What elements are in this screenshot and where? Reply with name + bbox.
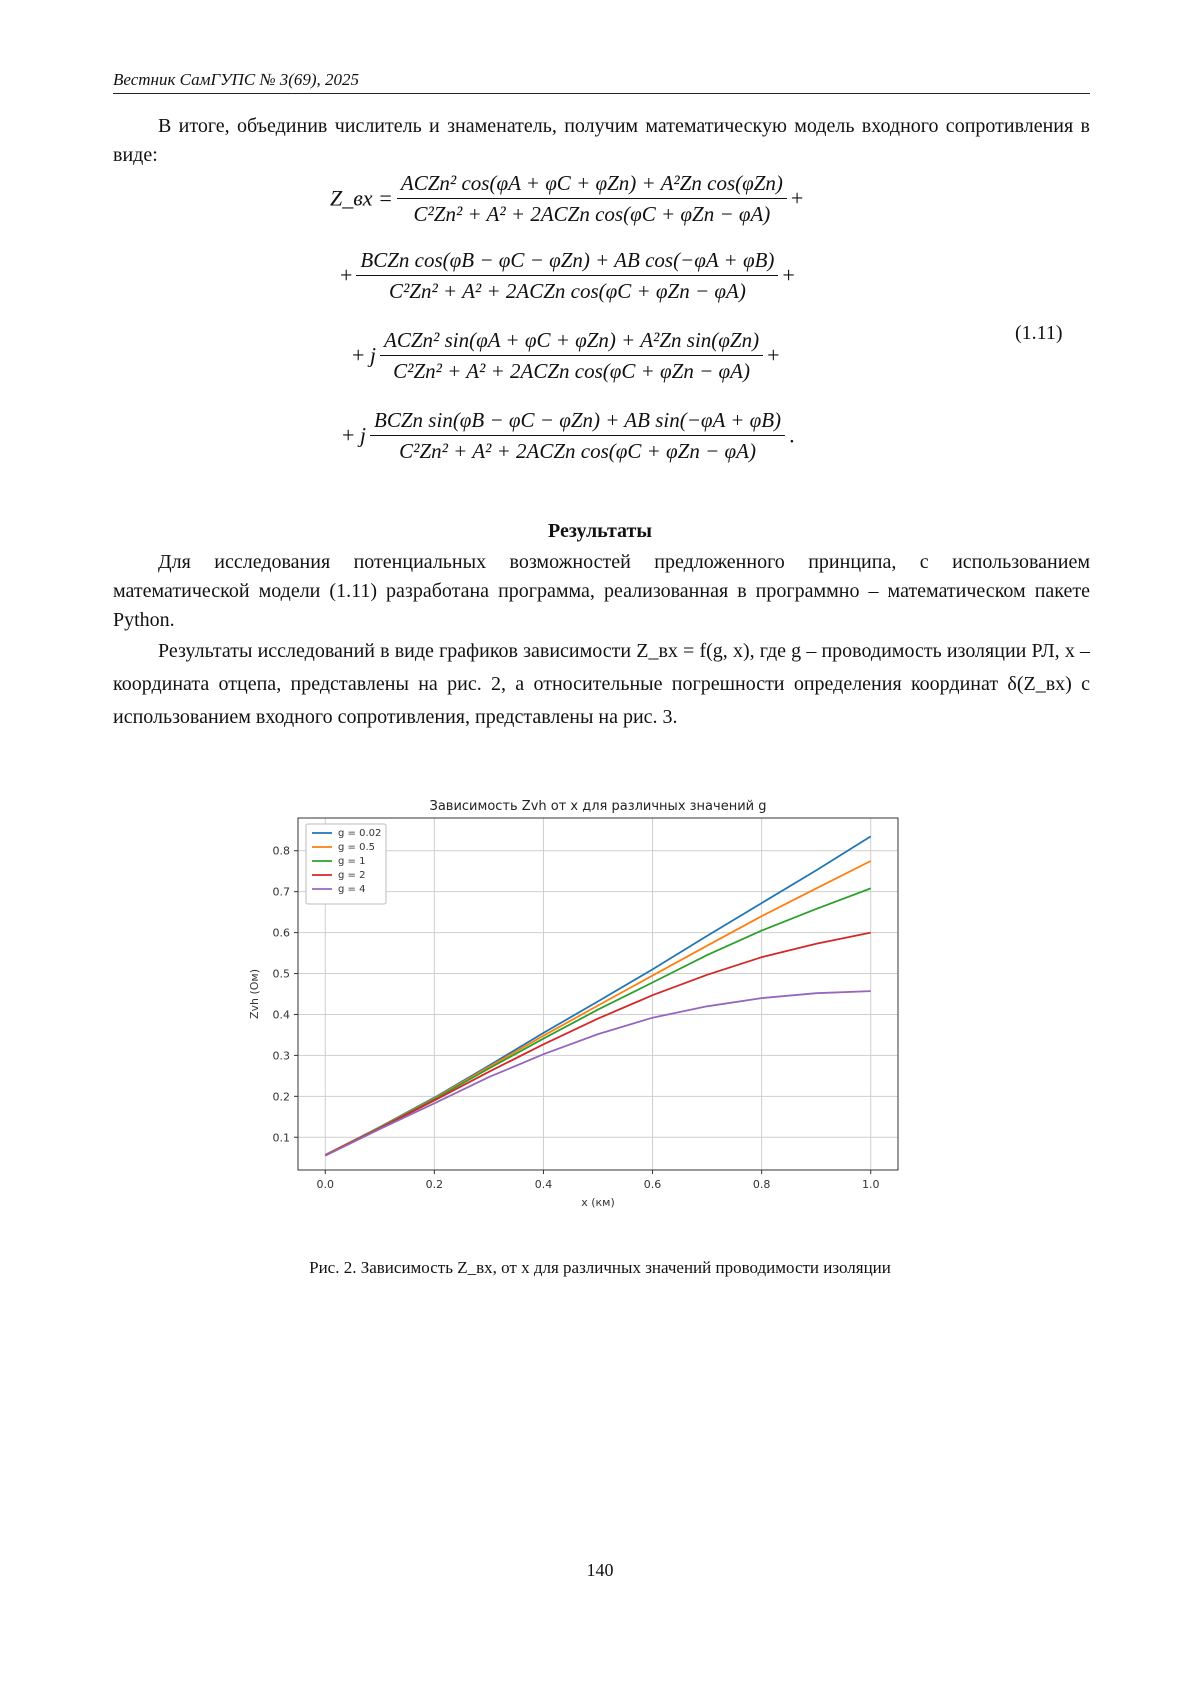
formula-line-3: + j $\frac{\text{ACZn² sin(φA + φC + φZn) + A²Zn sin(φZn)}}{\text{C²Zn² + A² + 2ACZn cos(φC + φZn − φA)}}$ + [352,325,780,386]
x-tick-label: 0.2 [425,1178,444,1191]
chart-title: Зависимость Zvh от x для различных значений g [429,799,767,814]
series-line-5 [325,991,870,1156]
formula-numerator-1: ACZn² cos(φA + φC + φZn) + A²Zn cos(φZn) [397,168,787,199]
figure-caption: Рис. 2. Зависимость Z_вх, от x для различных значений проводимости изоляции [309,1258,891,1277]
formula-denominator-1: C²Zn² + A² + 2ACZn cos(φC + φZn − φA) [413,202,771,226]
formula-fraction-4 [370,405,785,466]
x-tick-label: 0.8 [752,1178,771,1191]
legend-label: g = 0.5 [338,842,375,853]
x-axis-label: x (км) [581,1196,615,1209]
y-tick-label: 0.8 [272,844,290,858]
y-tick-label: 0.4 [272,1008,290,1022]
formula-denominator-3: C²Zn² + A² + 2ACZn cos(φC + φZn − φA) [393,359,750,383]
formula-denominator-4: C²Zn² + A² + 2ACZn cos(φC + φZn − φA) [399,439,756,463]
section-title: Результаты [548,520,652,542]
formula-line-2: + $\frac{\text{BCZn cos(φB − φC − φZn) + AB cos(−φA + φB)}}{\text{C²Zn² + A² + 2ACZn cos(φC + φZn − φA)}}$ + [340,245,795,306]
formula-fraction-3 [380,325,763,386]
formula-lhs: Z_вх = [330,185,393,211]
y-tick-label: 0.5 [272,967,290,981]
legend-label: g = 4 [338,884,366,895]
results-paragraph-2: Результаты исследований в виде графиков зависимости Z_вх = f(g, x), где g – проводимость изоляции РЛ, x – координата отцепа, представлены на рис. 2, а относительные погрешности определения координат δ(Z_вх) с использованием входного сопротивления, представлены на рис. 3. [113,640,1090,728]
formula-numerator-3: ACZn² sin(φA + φC + φZn) + A²Zn sin(φZn) [380,325,763,356]
x-tick-label: 0.0 [316,1178,335,1191]
formula-denominator-2: C²Zn² + A² + 2ACZn cos(φC + φZn − φA) [389,279,746,303]
formula-line-4: + j $\frac{\text{BCZn sin(φB − φC − φZn) + AB sin(−φA + φB)}}{\text{C²Zn² + A² + 2ACZn cos(φC + φZn − φA)}}$ . [342,405,795,466]
journal-header: Вестник СамГУПС № 3(69), 2025 [113,70,1090,94]
series-line-4 [325,933,870,1156]
x-tick-label: 0.6 [643,1178,662,1191]
y-tick-label: 0.3 [272,1049,290,1063]
formula-line-1: Z_вх = $\frac{\text{ACZn² cos(φA + φC + φZn) + A²Zn cos(φZn)}}{\text{C²Zn² + A² + 2ACZn cos(φC + φZn − φA)}}$ + [330,168,803,229]
x-tick-label: 0.4 [534,1178,553,1191]
figure-chart [230,790,950,1220]
legend-label: g = 0.02 [338,828,382,839]
x-tick-label: 1.0 [861,1178,880,1191]
y-tick-label: 0.6 [272,926,290,940]
series-line-2 [325,861,870,1155]
intro-paragraph: В итоге, объединив числитель и знаменатель, получим математическую модель входного сопротивления в виде: [113,115,1090,166]
formula-fraction-2 [356,245,778,306]
legend-label: g = 1 [338,856,366,867]
formula-numerator-2: BCZn cos(φB − φC − φZn) + AB cos(−φA + φB) [356,245,778,276]
formula-fraction-1 [397,168,787,229]
results-paragraph-1: Для исследования потенциальных возможностей предложенного принципа, с использованием математической модели (1.11) разработана программа, реализованная в программно – математическом пакете Python. [113,551,1090,631]
y-tick-label: 0.1 [272,1131,290,1145]
y-tick-label: 0.2 [272,1090,290,1104]
y-axis-label: Zvh (Ом) [248,968,261,1020]
legend-label: g = 2 [338,870,366,881]
y-tick-label: 0.7 [272,885,290,899]
equation-number: (1.11) [1015,322,1063,344]
formula-numerator-4: BCZn sin(φB − φC − φZn) + AB sin(−φA + φB) [370,405,785,436]
chart-svg [230,790,950,1220]
page-number: 140 [586,1560,614,1580]
